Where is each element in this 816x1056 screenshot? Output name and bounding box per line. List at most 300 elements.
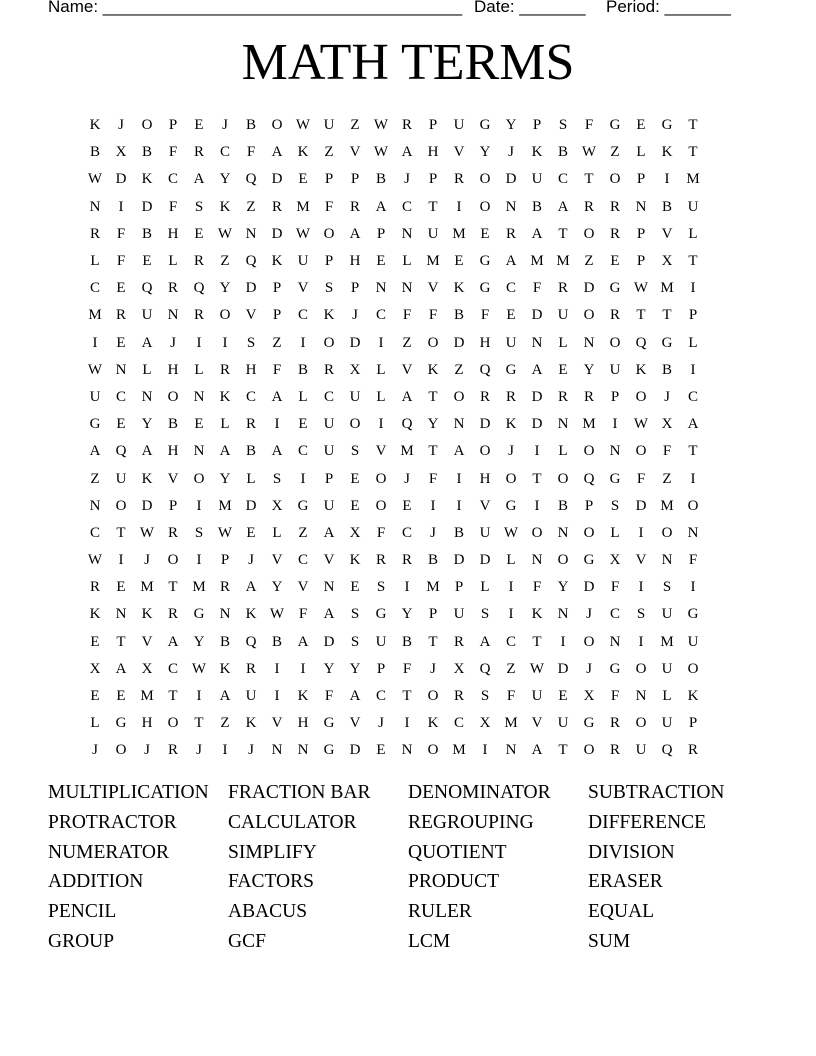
grid-letter: K (323, 307, 335, 324)
grid-letter: L (688, 225, 698, 242)
grid-letter: M (426, 579, 440, 596)
grid-letter: D (583, 280, 595, 297)
grid-letter: X (141, 660, 153, 677)
grid-letter: N (583, 334, 595, 351)
grid-letter: J (170, 334, 176, 351)
grid-letter: N (271, 742, 283, 759)
grid-letter: O (661, 524, 673, 541)
word-list-item: DIVISION (588, 841, 675, 863)
grid-letter: N (609, 633, 621, 650)
grid-letter: O (557, 470, 569, 487)
grid-letter: C (375, 307, 386, 324)
word-list-item: PENCIL (48, 901, 117, 923)
grid-letter: Y (271, 579, 283, 596)
word-search-grid (82, 112, 738, 765)
grid-letter: B (401, 633, 412, 650)
grid-letter: C (219, 144, 230, 161)
grid-letter: O (635, 443, 647, 460)
grid-letter: F (402, 660, 412, 677)
grid-letter: I (690, 470, 696, 487)
grid-letter: J (664, 388, 670, 405)
grid-letter: Y (193, 633, 205, 650)
grid-letter: S (610, 497, 620, 514)
grid-letter: R (609, 198, 620, 215)
grid-letter: O (375, 470, 387, 487)
grid-letter: Z (90, 470, 100, 487)
word-list-item: PROTRACTOR (48, 811, 177, 833)
grid-letter: Y (479, 144, 491, 161)
grid-letter: R (167, 606, 178, 623)
grid-letter: W (633, 280, 649, 297)
grid-letter: R (583, 198, 594, 215)
grid-letter: T (168, 688, 178, 705)
grid-letter: V (427, 280, 439, 297)
grid-letter: L (194, 361, 204, 378)
grid-row (82, 411, 738, 438)
grid-letter: D (479, 552, 491, 569)
date-field-label: Date: _______ (474, 0, 586, 16)
grid-letter: E (194, 416, 204, 433)
grid-letter: E (116, 579, 126, 596)
grid-letter: V (479, 497, 491, 514)
grid-letter: E (116, 416, 126, 433)
grid-letter: I (456, 470, 462, 487)
grid-letter: N (531, 552, 543, 569)
grid-letter: G (479, 280, 491, 297)
grid-letter: U (557, 307, 569, 324)
grid-letter: R (557, 388, 568, 405)
grid-letter: P (324, 253, 334, 270)
grid-letter: Q (635, 334, 647, 351)
grid-letter: R (245, 416, 256, 433)
grid-letter: T (688, 117, 698, 134)
grid-letter: Z (220, 715, 230, 732)
grid-letter: R (349, 198, 360, 215)
grid-letter: V (453, 144, 465, 161)
grid-letter: R (505, 388, 516, 405)
grid-letter: T (558, 742, 568, 759)
grid-letter: B (167, 416, 178, 433)
grid-letter: U (323, 497, 335, 514)
grid-letter: D (245, 497, 257, 514)
grid-row (82, 737, 738, 764)
grid-letter: K (635, 361, 647, 378)
grid-letter: N (89, 198, 101, 215)
grid-letter: V (531, 715, 543, 732)
grid-letter: Y (323, 660, 335, 677)
grid-letter: O (479, 443, 491, 460)
grid-letter: H (479, 470, 491, 487)
grid-letter: U (453, 117, 465, 134)
grid-letter: C (89, 524, 100, 541)
grid-letter: E (298, 416, 308, 433)
grid-letter: O (687, 660, 699, 677)
grid-letter: O (427, 688, 439, 705)
grid-letter: G (479, 117, 491, 134)
grid-letter: C (89, 280, 100, 297)
grid-letter: P (168, 117, 178, 134)
grid-letter: M (426, 253, 440, 270)
grid-letter: K (271, 253, 283, 270)
grid-letter: I (534, 443, 540, 460)
grid-letter: T (168, 579, 178, 596)
grid-letter: U (245, 688, 257, 705)
grid-letter: W (217, 524, 233, 541)
grid-letter: C (557, 171, 568, 188)
grid-letter: S (662, 579, 672, 596)
grid-letter: Y (219, 470, 231, 487)
grid-row (82, 574, 738, 601)
grid-letter: O (583, 524, 595, 541)
grid-letter: C (453, 715, 464, 732)
grid-letter: A (219, 443, 231, 460)
grid-letter: X (609, 552, 621, 569)
grid-letter: M (296, 198, 310, 215)
grid-letter: Z (324, 144, 334, 161)
grid-letter: L (558, 443, 568, 460)
grid-letter: E (636, 117, 646, 134)
grid-letter: R (479, 388, 490, 405)
grid-letter: R (375, 552, 386, 569)
grid-letter: I (300, 334, 306, 351)
grid-letter: S (636, 606, 646, 623)
grid-letter: R (89, 579, 100, 596)
grid-letter: M (88, 307, 102, 324)
grid-letter: A (141, 334, 153, 351)
grid-letter: B (245, 117, 256, 134)
grid-letter: F (428, 307, 438, 324)
grid-letter: I (456, 497, 462, 514)
grid-letter: Y (401, 606, 413, 623)
grid-letter: E (376, 742, 386, 759)
grid-letter: B (271, 633, 282, 650)
grid-letter: B (531, 198, 542, 215)
word-list-item: GROUP (48, 930, 115, 952)
grid-letter: A (167, 633, 179, 650)
grid-letter: O (427, 334, 439, 351)
grid-letter: X (271, 497, 283, 514)
grid-letter: E (454, 253, 464, 270)
grid-letter: P (428, 117, 438, 134)
grid-row (82, 601, 738, 628)
grid-letter: R (453, 633, 464, 650)
grid-letter: J (222, 117, 228, 134)
grid-letter: C (245, 388, 256, 405)
grid-letter: Y (505, 117, 517, 134)
grid-letter: T (428, 633, 438, 650)
grid-letter: A (505, 253, 517, 270)
grid-letter: B (661, 361, 672, 378)
grid-letter: O (167, 388, 179, 405)
grid-letter: O (505, 470, 517, 487)
grid-letter: K (89, 606, 101, 623)
grid-letter: B (89, 144, 100, 161)
grid-letter: U (375, 633, 387, 650)
grid-letter: G (661, 334, 673, 351)
grid-letter: A (141, 443, 153, 460)
grid-letter: U (141, 307, 153, 324)
grid-letter: T (688, 253, 698, 270)
grid-letter: S (350, 606, 360, 623)
grid-letter: H (141, 715, 153, 732)
grid-letter: A (479, 633, 491, 650)
grid-letter: I (456, 198, 462, 215)
grid-letter: T (584, 171, 594, 188)
grid-letter: I (404, 579, 410, 596)
grid-letter: O (349, 416, 361, 433)
grid-letter: N (375, 280, 387, 297)
grid-letter: I (300, 470, 306, 487)
grid-letter: B (219, 633, 230, 650)
grid-letter: T (532, 633, 542, 650)
grid-letter: T (428, 198, 438, 215)
grid-letter: X (661, 416, 673, 433)
grid-letter: L (402, 253, 412, 270)
grid-letter: E (194, 117, 204, 134)
grid-letter: L (688, 334, 698, 351)
word-list-item: FRACTION BAR (228, 782, 371, 803)
grid-letter: A (531, 361, 543, 378)
grid-letter: G (297, 497, 309, 514)
grid-letter: B (141, 144, 152, 161)
grid-letter: Z (220, 253, 230, 270)
grid-letter: C (115, 388, 126, 405)
grid-letter: K (453, 280, 465, 297)
grid-letter: O (427, 742, 439, 759)
grid-letter: G (609, 470, 621, 487)
grid-letter: Q (245, 633, 257, 650)
word-list-item: DENOMINATOR (408, 782, 551, 803)
grid-letter: F (610, 579, 620, 596)
word-list (48, 778, 788, 957)
grid-letter: E (350, 497, 360, 514)
grid-letter: E (610, 253, 620, 270)
grid-letter: D (505, 171, 517, 188)
grid-letter: N (635, 198, 647, 215)
grid-letter: D (479, 416, 491, 433)
grid-letter: W (217, 225, 233, 242)
grid-letter: A (89, 443, 101, 460)
grid-letter: G (115, 715, 127, 732)
grid-letter: U (427, 225, 439, 242)
grid-letter: T (688, 144, 698, 161)
grid-letter: D (349, 334, 361, 351)
grid-letter: N (635, 688, 647, 705)
grid-letter: N (219, 606, 231, 623)
grid-letter: O (609, 334, 621, 351)
grid-letter: G (323, 742, 335, 759)
grid-letter: Q (661, 742, 673, 759)
grid-row (82, 629, 738, 656)
grid-letter: F (272, 361, 282, 378)
grid-letter: P (324, 470, 334, 487)
grid-letter: W (373, 144, 389, 161)
grid-letter: V (271, 552, 283, 569)
grid-letter: G (609, 117, 621, 134)
grid-letter: H (167, 225, 179, 242)
grid-letter: B (141, 225, 152, 242)
grid-letter: X (583, 688, 595, 705)
grid-letter: A (193, 171, 205, 188)
grid-letter: J (586, 606, 592, 623)
grid-letter: V (141, 633, 153, 650)
grid-row (82, 493, 738, 520)
grid-letter: R (583, 388, 594, 405)
grid-letter: R (245, 660, 256, 677)
grid-letter: O (635, 388, 647, 405)
grid-letter: I (664, 171, 670, 188)
grid-letter: I (274, 416, 280, 433)
grid-letter: B (453, 524, 464, 541)
grid-letter: F (532, 579, 542, 596)
grid-letter: A (401, 388, 413, 405)
grid-letter: S (350, 443, 360, 460)
grid-letter: W (373, 117, 389, 134)
grid-letter: D (557, 660, 569, 677)
grid-letter: L (142, 361, 152, 378)
word-list-item: QUOTIENT (408, 841, 507, 863)
grid-letter: V (635, 552, 647, 569)
grid-letter: H (479, 334, 491, 351)
grid-letter: F (116, 225, 126, 242)
grid-letter: O (193, 470, 205, 487)
grid-letter: A (531, 225, 543, 242)
grid-letter: U (661, 660, 673, 677)
grid-letter: L (558, 334, 568, 351)
grid-letter: D (531, 307, 543, 324)
grid-letter: K (687, 688, 699, 705)
grid-letter: I (404, 715, 410, 732)
grid-letter: I (508, 579, 514, 596)
grid-letter: P (220, 552, 230, 569)
grid-letter: O (557, 552, 569, 569)
word-list-item: GCF (228, 930, 266, 952)
grid-letter: V (401, 361, 413, 378)
grid-letter: G (505, 497, 517, 514)
grid-letter: U (115, 470, 127, 487)
grid-letter: R (193, 253, 204, 270)
grid-letter: E (350, 579, 360, 596)
word-list-item: ERASER (588, 871, 663, 893)
grid-letter: P (428, 606, 438, 623)
grid-letter: P (168, 497, 178, 514)
grid-letter: M (660, 280, 674, 297)
grid-letter: S (558, 117, 568, 134)
grid-row (82, 112, 738, 139)
word-list-item: RULER (408, 901, 472, 923)
grid-letter: E (350, 470, 360, 487)
grid-letter: D (583, 579, 595, 596)
grid-letter: I (612, 416, 618, 433)
grid-letter: X (349, 361, 361, 378)
grid-letter: B (453, 307, 464, 324)
grid-letter: A (323, 606, 335, 623)
grid-letter: Z (506, 660, 516, 677)
grid-letter: Q (245, 171, 257, 188)
grid-letter: W (295, 225, 311, 242)
word-list-item: LCM (408, 930, 451, 952)
grid-letter: P (688, 307, 698, 324)
grid-letter: R (193, 307, 204, 324)
grid-letter: X (453, 660, 465, 677)
grid-letter: E (116, 688, 126, 705)
grid-letter: C (401, 524, 412, 541)
header-fields (48, 0, 768, 19)
grid-letter: O (141, 117, 153, 134)
grid-letter: R (687, 742, 698, 759)
grid-letter: S (194, 524, 204, 541)
grid-letter: V (323, 552, 335, 569)
grid-letter: J (248, 552, 254, 569)
grid-letter: I (690, 579, 696, 596)
grid-letter: N (401, 225, 413, 242)
grid-letter: A (245, 579, 257, 596)
grid-letter: E (116, 280, 126, 297)
grid-letter: D (531, 416, 543, 433)
grid-letter: C (167, 171, 178, 188)
grid-letter: J (404, 171, 410, 188)
grid-letter: D (531, 388, 543, 405)
grid-letter: T (402, 688, 412, 705)
grid-letter: U (505, 334, 517, 351)
grid-row (82, 194, 738, 221)
grid-letter: I (508, 606, 514, 623)
grid-letter: W (191, 660, 207, 677)
grid-letter: Z (662, 470, 672, 487)
grid-letter: O (219, 307, 231, 324)
grid-letter: N (661, 552, 673, 569)
grid-letter: M (452, 742, 466, 759)
grid-letter: S (480, 688, 490, 705)
grid-letter: D (349, 742, 361, 759)
grid-letter: W (139, 524, 155, 541)
grid-letter: E (90, 633, 100, 650)
grid-letter: W (633, 416, 649, 433)
grid-row (82, 656, 738, 683)
grid-letter: L (376, 388, 386, 405)
grid-letter: Z (246, 198, 256, 215)
grid-letter: E (402, 497, 412, 514)
grid-letter: F (532, 280, 542, 297)
grid-letter: R (219, 361, 230, 378)
grid-letter: I (638, 633, 644, 650)
grid-letter: Y (219, 171, 231, 188)
grid-letter: U (687, 198, 699, 215)
grid-letter: R (401, 552, 412, 569)
grid-letter: L (506, 552, 516, 569)
grid-letter: M (140, 579, 154, 596)
grid-letter: T (428, 388, 438, 405)
word-list-item: FACTORS (228, 871, 314, 893)
grid-letter: A (453, 443, 465, 460)
grid-row (82, 166, 738, 193)
grid-letter: M (686, 171, 700, 188)
grid-letter: P (376, 660, 386, 677)
grid-letter: V (297, 579, 309, 596)
grid-letter: U (479, 524, 491, 541)
grid-letter: I (196, 334, 202, 351)
grid-letter: I (378, 334, 384, 351)
grid-letter: V (661, 225, 673, 242)
grid-letter: Q (583, 470, 595, 487)
grid-letter: B (427, 552, 438, 569)
grid-letter: K (505, 416, 517, 433)
grid-letter: F (324, 198, 334, 215)
grid-letter: Z (402, 334, 412, 351)
grid-letter: R (219, 579, 230, 596)
grid-letter: K (245, 606, 257, 623)
grid-letter: M (218, 497, 232, 514)
